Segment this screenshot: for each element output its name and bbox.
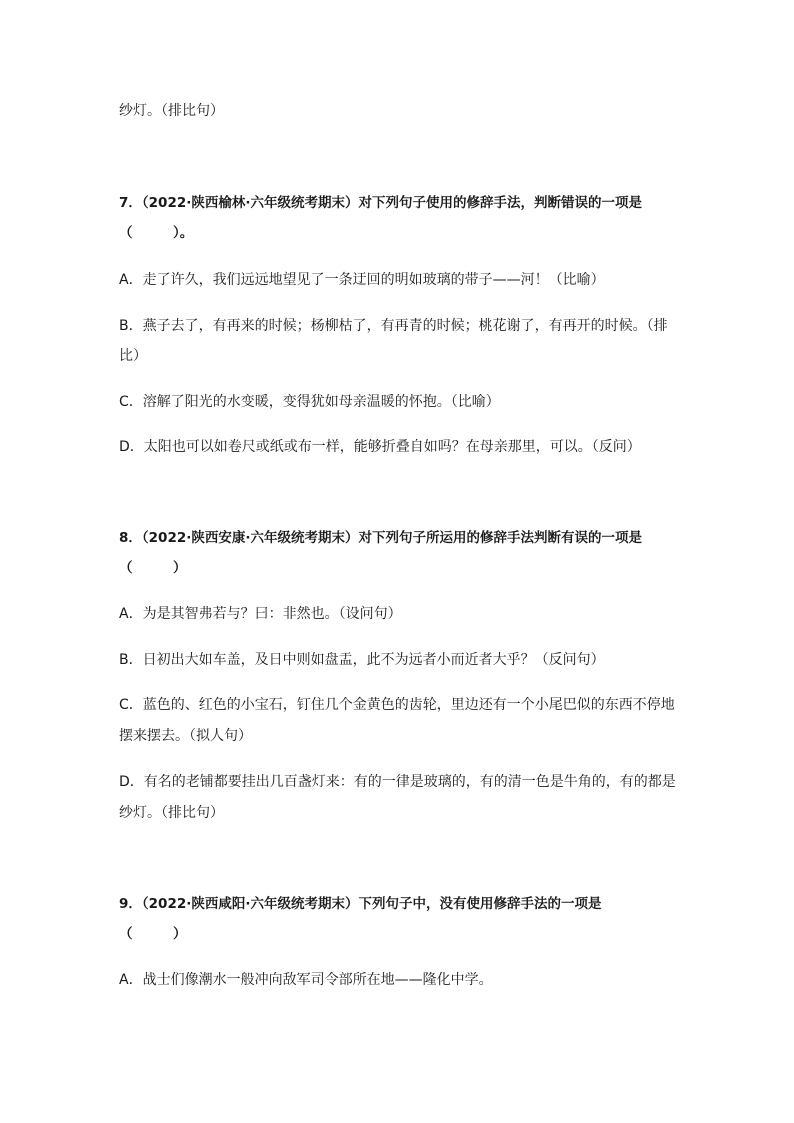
option-d-continued: 纱灯。（排比句）	[119, 805, 224, 821]
question-number: 9．	[119, 896, 142, 912]
option-b: B．日初出大如车盖，及日中则如盘盂，此不为远者小而近者大乎？（反问句）	[119, 652, 605, 668]
question-number: 8．	[119, 530, 142, 546]
option-d: D．有名的老铺都要挂出几百盏灯来：有的一律是玻璃的，有的清一色是牛角的，有的都是	[119, 774, 676, 790]
option-b: B．燕子去了，有再来的时候；杨柳枯了，有再青的时候；桃花谢了，有再开的时候。（排	[119, 318, 668, 334]
option-c-continued: 摆来摆去。（拟人句）	[119, 728, 252, 744]
question-stem-text: （2022·陕西榆林·六年级统考期末）对下列句子使用的修辞手法，判断错误的一项是	[141, 195, 642, 211]
answer-bracket: （ ）	[119, 926, 187, 942]
option-b-continued: 比）	[119, 348, 147, 364]
carryover-line: 纱灯。（排比句）	[119, 103, 224, 119]
answer-bracket: （ ）	[119, 560, 187, 576]
option-a: A．为是其智弗若与？曰：非然也。（设问句）	[119, 606, 402, 622]
question-9-stem	[119, 894, 602, 914]
option-a: A．走了许久，我们远远地望见了一条迂回的明如玻璃的带子——河！（比喻）	[119, 272, 605, 288]
question-number: 7．	[119, 195, 142, 211]
option-c: C．蓝色的、红色的小宝石，钉住几个金黄色的齿轮，里边还有一个小尾巴似的东西不停地	[119, 697, 675, 713]
question-stem-text: （2022·陕西安康·六年级统考期末）对下列句子所运用的修辞手法判断有误的一项是	[141, 530, 642, 546]
option-a: A．战士们像潮水一般冲向敌军司令部所在地——隆化中学。	[119, 972, 493, 988]
question-7-stem	[119, 193, 642, 213]
answer-bracket: （ ）。	[119, 225, 194, 241]
option-d: D．太阳也可以如卷尺或纸或布一样，能够折叠自如吗？在母亲那里，可以。（反问）	[119, 439, 641, 455]
question-stem-text: （2022·陕西咸阳·六年级统考期末）下列句子中，没有使用修辞手法的一项是	[141, 896, 602, 912]
question-8-stem	[119, 528, 642, 548]
option-c: C．溶解了阳光的水变暖，变得犹如母亲温暖的怀抱。（比喻）	[119, 394, 500, 410]
